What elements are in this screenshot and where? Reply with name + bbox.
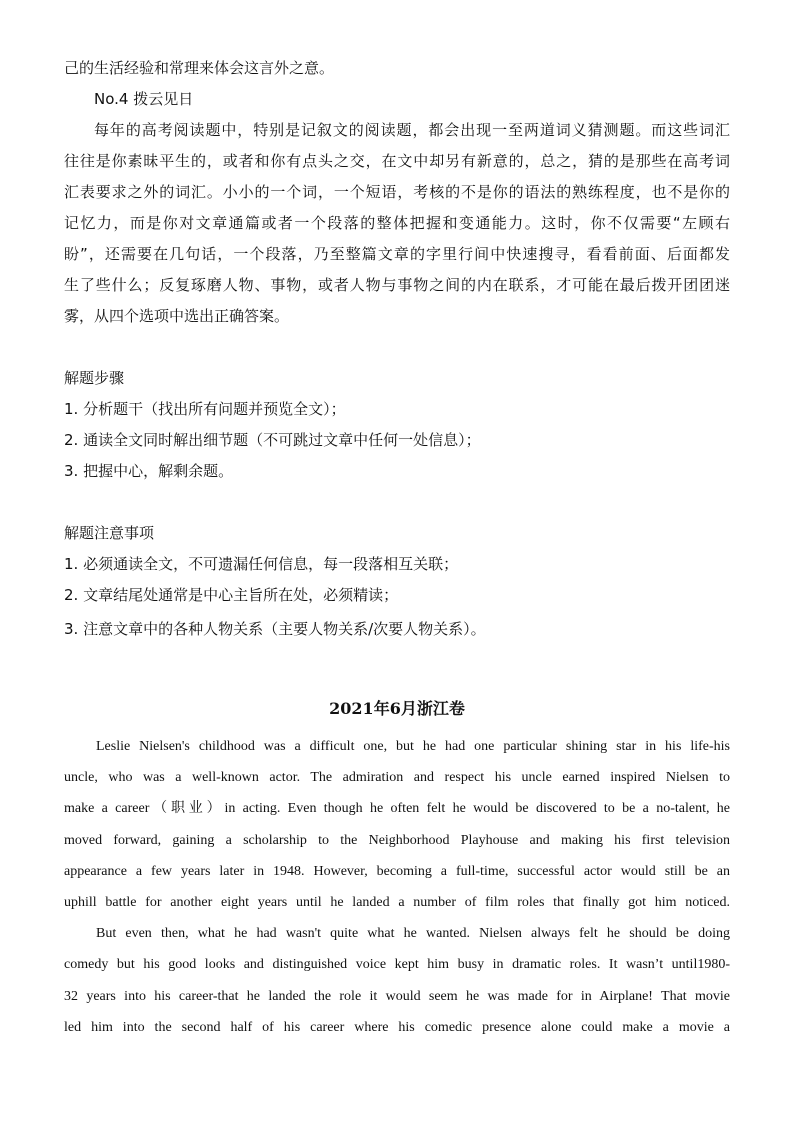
step-item: 3. 把握中心，解剩余题。 — [64, 462, 234, 480]
step-item: 1. 分析题干（找出所有问题并预览全文）； — [64, 400, 346, 418]
notes-heading: 解题注意事项 — [64, 524, 155, 542]
step-item: 2. 通读全文同时解出细节题（不可跳过文章中任何一处信息）； — [64, 431, 481, 449]
intro-section — [64, 0, 730, 332]
passage-line: appearance a few years later in 1948. However, becoming a full-time, successful actor would still be an — [64, 863, 730, 879]
notes-section — [64, 518, 730, 645]
note-item: 1. 必须通读全文，不可遗漏任何信息，每一段落相互关联； — [64, 555, 459, 573]
passage-line: But even then, what he had wasn't quite what he wanted. Nielsen always felt he should be doing — [96, 926, 730, 942]
note-item: 3. 注意文章中的各种人物关系（主要人物关系/次要人物关系）。 — [64, 620, 486, 638]
steps-heading: 解题步骤 — [64, 369, 125, 387]
passage-line: comedy but his good looks and distinguished voice kept him busy in dramatic roles. It wasn’t until1980- — [64, 957, 730, 973]
no4-line: 盼”，还需要在几句话，一个段落，乃至整篇文章的字里行间中快速搜寻，看看前面、后面都发 — [64, 245, 730, 263]
exam-title: 2021年6月浙江卷 — [329, 699, 465, 718]
no4-line: 汇表要求之外的词汇。小小的一个词，一个短语，考核的不是你的语法的熟练程度，也不是你的 — [64, 183, 730, 201]
steps-section — [64, 363, 730, 487]
passage-line: moved forward, gaining a scholarship to the Neighborhood Playhouse and making his first television — [64, 832, 730, 848]
no4-heading: No.4 拨云见日 — [94, 90, 194, 108]
passage-line: led him into the second half of his career where his comedic presence alone could make a movie a — [64, 1019, 730, 1035]
no4-line: 雾，从四个选项中选出正确答案。 — [64, 307, 290, 325]
passage-line: uphill battle for another eight years until he landed a number of film roles that finally got him noticed. — [64, 895, 730, 911]
no4-line: 往往是你素昧平生的，或者和你有点头之交，在文中却另有新意的，总之，猜的是那些在高考词 — [64, 152, 730, 170]
note-item: 2. 文章结尾处通常是中心主旨所在处，必须精读； — [64, 586, 399, 604]
no4-line: 生了些什么；反复琢磨人物、事物，或者人物与事物之间的内在联系，才可能在最后拨开团团迷 — [64, 276, 730, 294]
exam-passage — [64, 731, 730, 1043]
no4-line: 记忆力，而是你对文章通篇或者一个段落的整体把握和变通能力。这时，你不仅需要“左顾右 — [64, 214, 730, 232]
passage-paragraph-1 — [64, 731, 730, 918]
passage-line: 32 years into his career-that he landed the role it would seem he was made for in Airplane! That movie — [64, 988, 730, 1004]
no4-paragraph — [64, 115, 730, 332]
passage-paragraph-2 — [64, 918, 730, 1043]
intro-carryover-line: 己的生活经验和常理来体会这言外之意。 — [64, 59, 335, 77]
no4-line: 每年的高考阅读题中，特别是记叙文的阅读题，都会出现一至两道词义猜测题。而这些词汇 — [94, 121, 730, 139]
passage-line: uncle, who was a well-known actor. The admiration and respect his uncle earned inspired Nielsen to — [64, 770, 730, 786]
passage-line: Leslie Nielsen's childhood was a difficult one, but he had one particular shining star in his life-his — [96, 739, 730, 754]
passage-line: make a career（职业）in acting. Even though he often felt he would be discovered to be a no-talent, he — [64, 801, 730, 817]
